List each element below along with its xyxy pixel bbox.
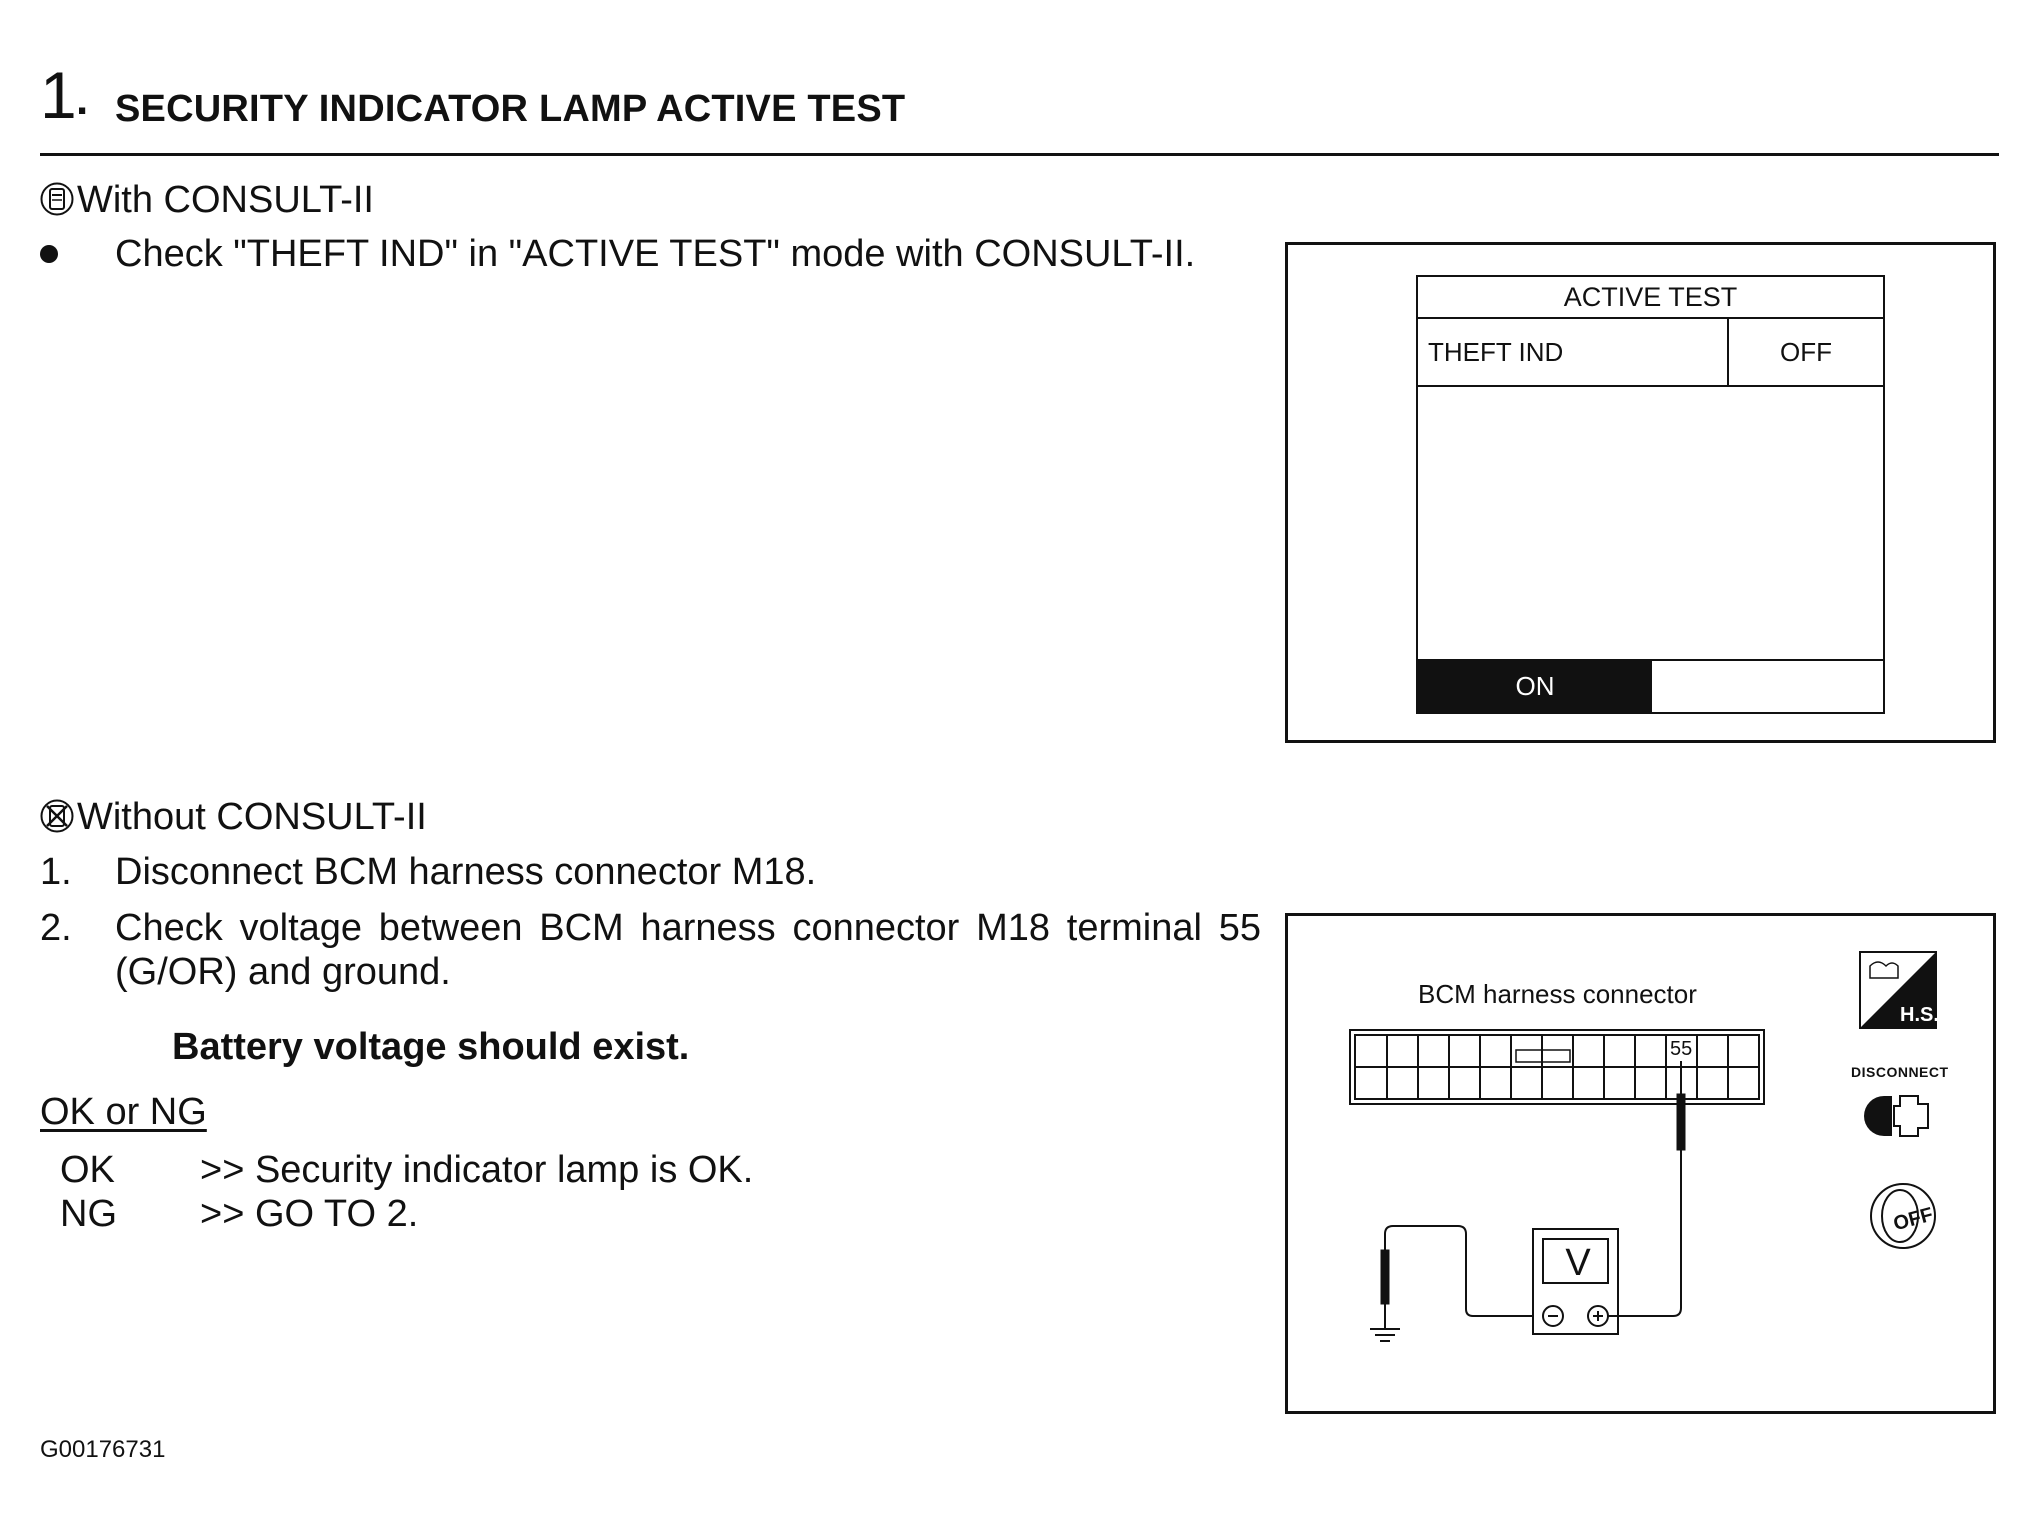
without-consult-heading [40, 795, 427, 839]
theft-ind-row [1418, 319, 1883, 387]
result-ng-text: >> GO TO 2. [200, 1193, 419, 1235]
with-consult-heading-text: With CONSULT-II [77, 179, 374, 221]
with-consult-heading [40, 178, 374, 222]
hs-icon [1860, 952, 1939, 1028]
step-2-text: Check voltage between BCM harness connector M18 terminal 55 (G/OR) and ground. [115, 907, 1261, 993]
no-tool-icon [40, 799, 74, 833]
step-1-number: 1. [40, 851, 72, 893]
disconnect-label: DISCONNECT [1851, 1064, 1949, 1080]
title-divider [40, 153, 1999, 156]
theft-ind-value: OFF [1780, 337, 1832, 367]
connector-diagram-figure [1285, 913, 1996, 1414]
step-2-number: 2. [40, 907, 72, 949]
step-number-dot: . [76, 75, 89, 124]
connector-label: BCM harness connector [1418, 979, 1697, 1009]
active-test-title: ACTIVE TEST [1418, 277, 1883, 319]
page-title: SECURITY INDICATOR LAMP ACTIVE TEST [115, 88, 906, 130]
ground-symbol [1370, 1329, 1400, 1341]
ignition-off-icon [1871, 1184, 1935, 1248]
specification: Battery voltage should exist. [172, 1026, 690, 1068]
ok-or-ng-label: OK or NG [40, 1091, 207, 1133]
screen-button-bar [1418, 659, 1883, 712]
hs-icon-label: H.S. [1900, 1004, 1939, 1026]
without-consult-heading-text: Without CONSULT-II [77, 796, 427, 838]
step-number: 1 [40, 58, 77, 132]
ignition-off-label: OFF [1891, 1203, 1936, 1236]
result-ok-key: OK [60, 1149, 115, 1191]
voltmeter-symbol: V [1565, 1242, 1591, 1284]
result-ng-key: NG [60, 1193, 117, 1235]
figure-code: G00176731 [40, 1436, 166, 1463]
bullet-instruction: Check "THEFT IND" in "ACTIVE TEST" mode with CONSULT-II. [115, 233, 1196, 275]
disconnect-icon [1864, 1096, 1928, 1136]
active-test-screen [1416, 275, 1885, 714]
step-1-text: Disconnect BCM harness connector M18. [115, 851, 817, 893]
consult-tool-icon [40, 182, 74, 216]
on-button: ON [1418, 661, 1652, 712]
negative-lead [1381, 1226, 1533, 1329]
theft-ind-label: THEFT IND [1428, 337, 1564, 367]
bullet-dot [40, 245, 58, 263]
bcm-connector [1350, 1030, 1764, 1104]
terminal-number: 55 [1670, 1038, 1693, 1060]
result-ok-text: >> Security indicator lamp is OK. [200, 1149, 754, 1191]
